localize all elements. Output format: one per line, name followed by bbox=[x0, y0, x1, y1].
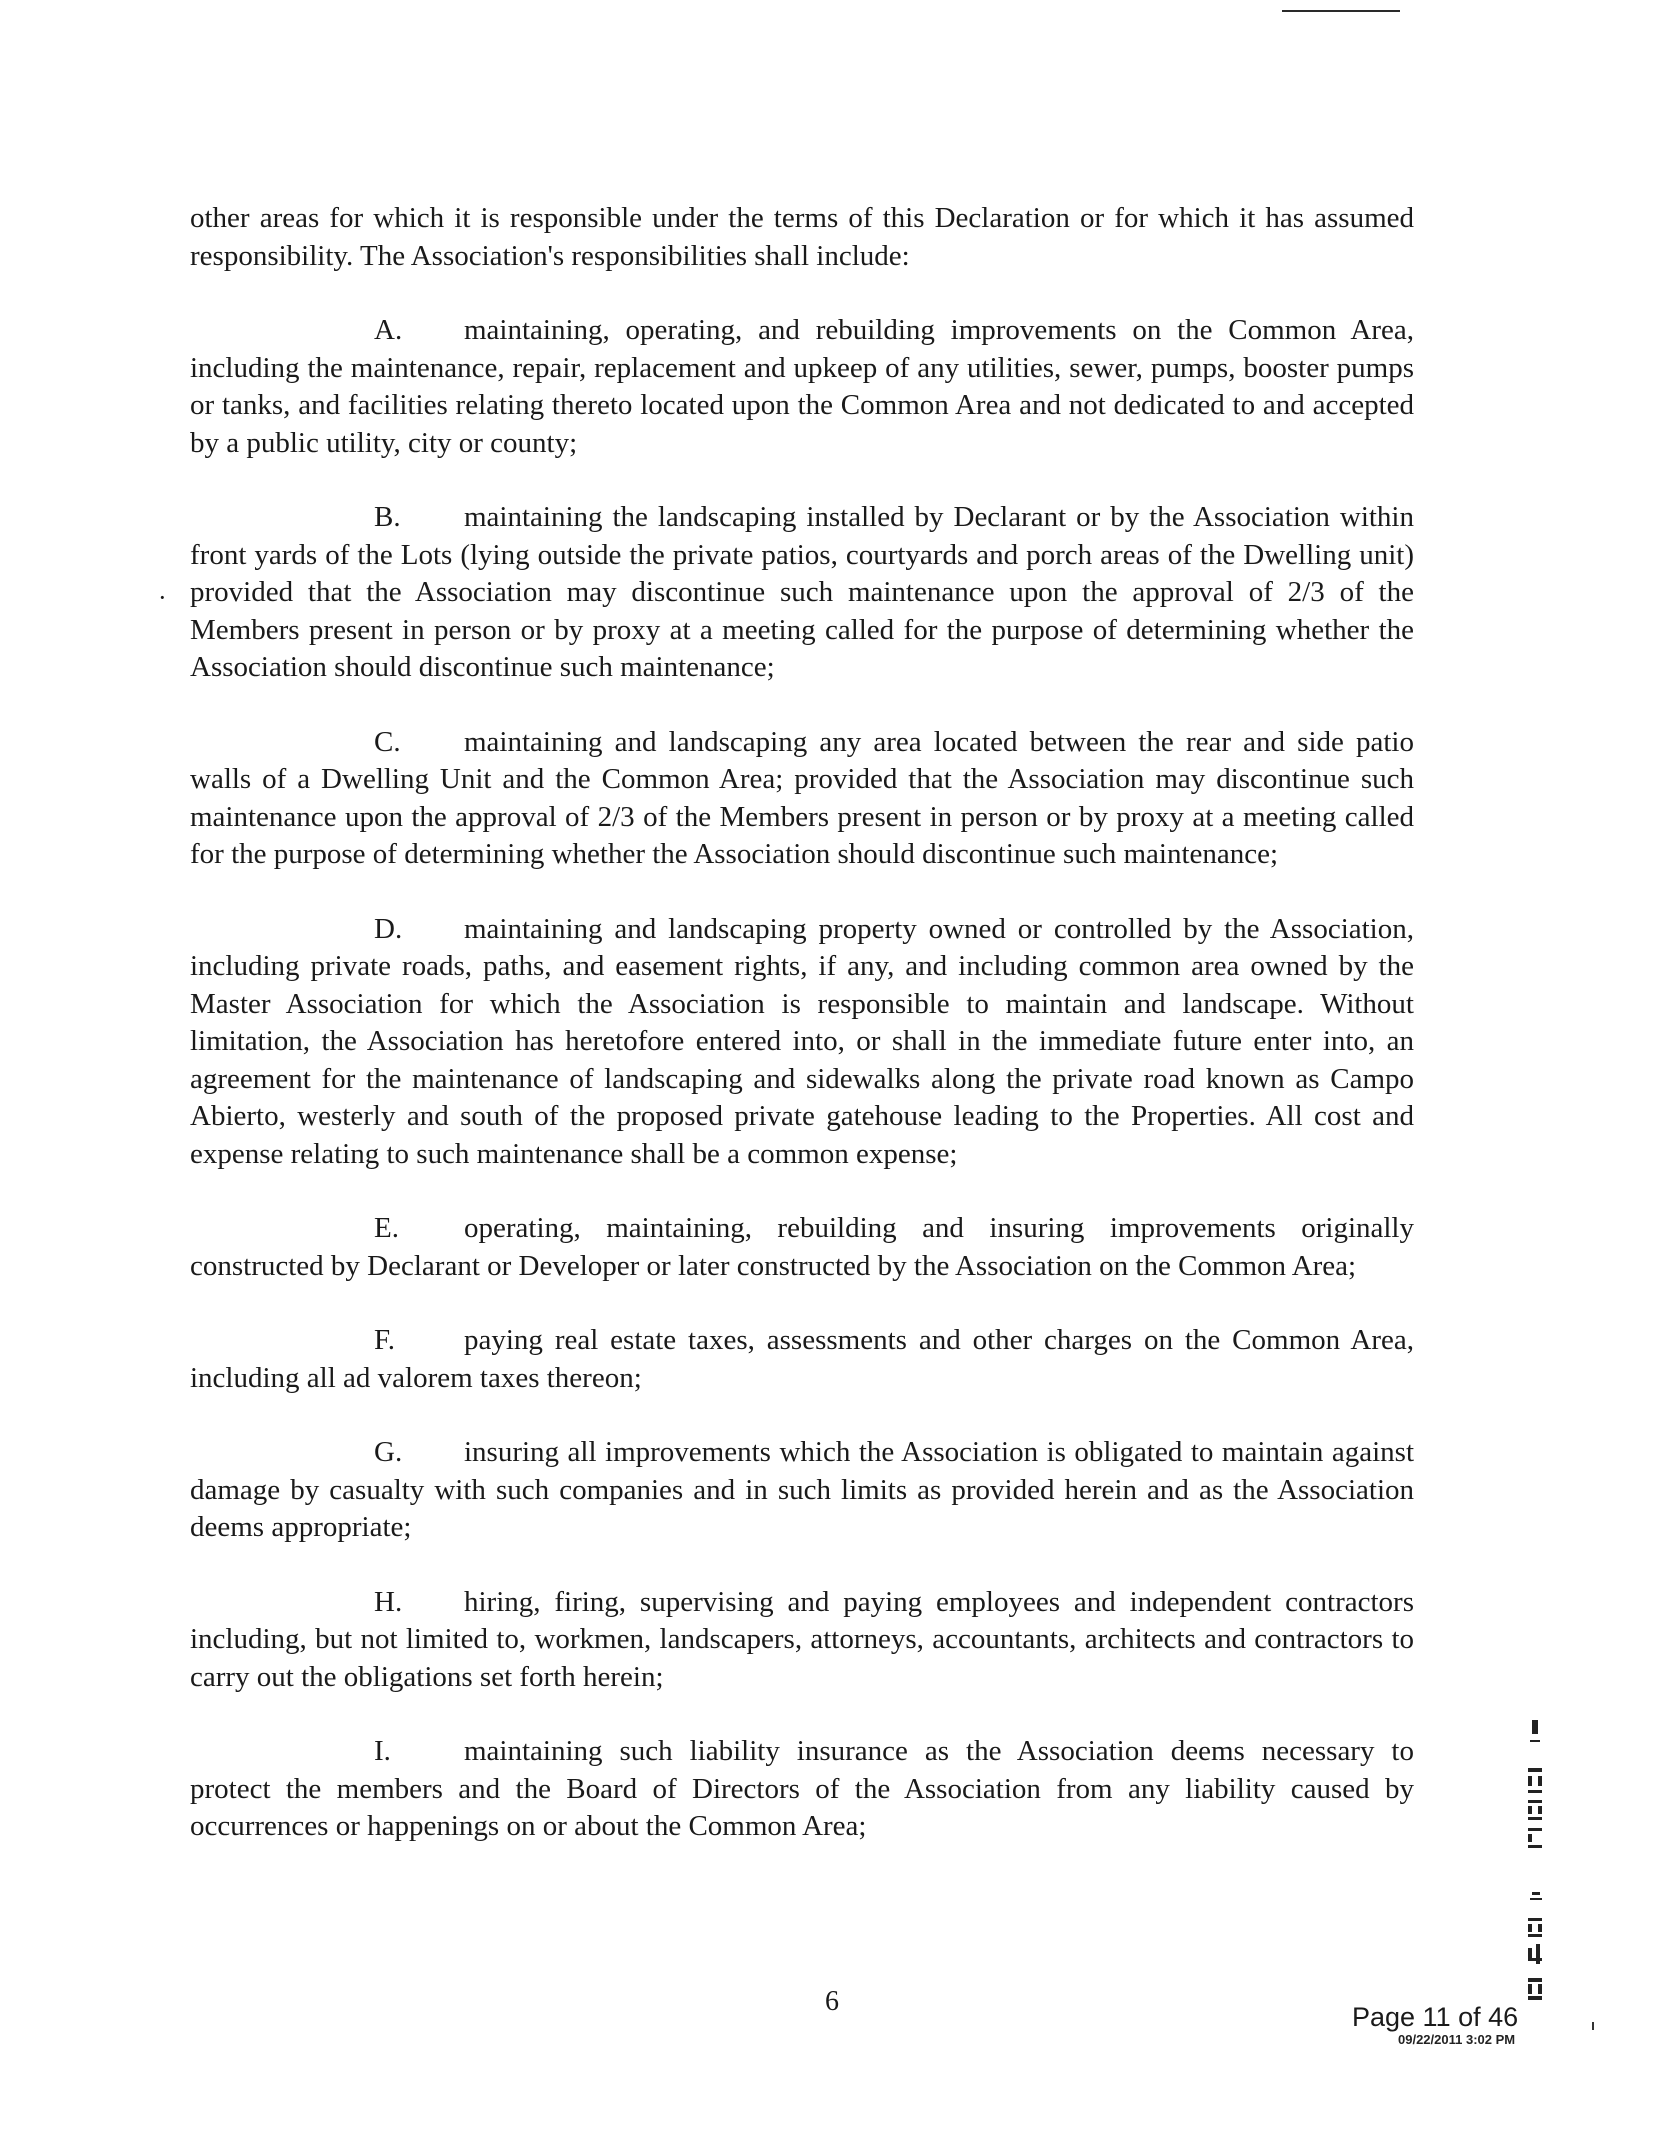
item-letter: H. bbox=[374, 1585, 403, 1618]
list-item-a bbox=[190, 312, 1414, 462]
top-rule bbox=[1282, 10, 1400, 12]
item-letter: G. bbox=[374, 1436, 403, 1468]
recording-number-glyphs bbox=[1518, 1720, 1558, 2010]
list-item-g bbox=[190, 1434, 1414, 1547]
recording-stamp bbox=[1352, 2002, 1572, 2048]
item-letter: A. bbox=[374, 314, 403, 346]
list-item-d bbox=[190, 911, 1414, 1174]
item-text: maintaining the landscaping installed by Declarant or by the Association within front yards of the Lots (lying outside the private patios, courtyards and porch areas of the Dwelling unit) provided that the Association may discontinue such maintenance upon the approval of 2/3 of the Members present in person or by proxy at a meeting called for the purpose of determining whether the Association should discontinue such maintenance; bbox=[190, 501, 1414, 683]
item-text: insuring all improvements which the Association is obligated to maintain against damage by casualty with such companies and in such limits as provided herein and as the Association deems appropriate; bbox=[190, 1436, 1414, 1543]
item-letter: C. bbox=[374, 725, 401, 758]
item-text: paying real estate taxes, assessments and other charges on the Common Area, including all ad valorem taxes thereon; bbox=[190, 1324, 1414, 1394]
recording-number-vertical bbox=[1518, 1720, 1568, 2010]
item-text: maintaining and landscaping any area located between the rear and side patio walls of a Dwelling Unit and the Common Area; provided that the Association may discontinue such maintenance upon the approval of 2/3 of the Members present in person or by proxy at a meeting called for the purpose of determining whether the Association should discontinue such maintenance; bbox=[190, 725, 1414, 870]
item-letter: E. bbox=[374, 1212, 399, 1244]
stamp-date: 09/22/2011 3:02 PM bbox=[1398, 2032, 1516, 2047]
item-letter: I. bbox=[374, 1735, 391, 1767]
item-text: maintaining such liability insurance as the Association deems necessary to protect the members and the Board of Directors of the Association from any liability caused by occurrences or happenings on or about the Common Area; bbox=[190, 1735, 1414, 1842]
stamp-tick bbox=[1592, 2022, 1594, 2030]
list-item-c bbox=[190, 724, 1414, 874]
list-item-b bbox=[190, 499, 1414, 687]
item-text: hiring, firing, supervising and paying employees and independent contractors including, but not limited to, workmen, landscapers, attorneys, accountants, architects and contractors to carry out the obligations set forth herein; bbox=[190, 1585, 1414, 1693]
item-letter: F. bbox=[374, 1324, 396, 1356]
intro-paragraph: other areas for which it is responsible under the terms of this Declaration or for which it has assumed responsibility. The Association's responsibilities shall include: bbox=[190, 202, 1414, 272]
list-item-f bbox=[190, 1322, 1414, 1397]
list-item-h bbox=[190, 1584, 1414, 1697]
margin-mark: · bbox=[158, 583, 167, 612]
page-number: 6 bbox=[825, 1986, 839, 2017]
list-item-e bbox=[190, 1210, 1414, 1285]
list-item-i bbox=[190, 1733, 1414, 1846]
stamp-page-label: Page 11 of 46 bbox=[1352, 2002, 1519, 2032]
item-text: maintaining and landscaping property owned or controlled by the Association, including private roads, paths, and easement rights, if any, and including common area owned by the Master Association for which the Association is responsible to maintain and landscape. Without limitation, the Association has heretofore entered into, or shall in the immediate future enter into, an agreement for the maintenance of landscaping and sidewalks along the private road known as Campo Abierto, westerly and south of the proposed private gatehouse leading to the Properties. All cost and expense relating to such maintenance shall be a common expense; bbox=[190, 912, 1414, 1170]
document-body bbox=[190, 200, 1414, 1883]
item-text: maintaining, operating, and rebuilding improvements on the Common Area, including the maintenance, repair, replacement and upkeep of any utilities, sewer, pumps, booster pumps or tanks, and facilities relating thereto located upon the Common Area and not dedicated to and accepted by a public utility, city or county; bbox=[190, 314, 1414, 459]
item-letter: B. bbox=[374, 501, 401, 533]
item-text: operating, maintaining, rebuilding and insuring improvements originally constructed by Declarant or Developer or later constructed by the Association on the Common Area; bbox=[190, 1212, 1414, 1282]
item-letter: D. bbox=[374, 912, 403, 945]
